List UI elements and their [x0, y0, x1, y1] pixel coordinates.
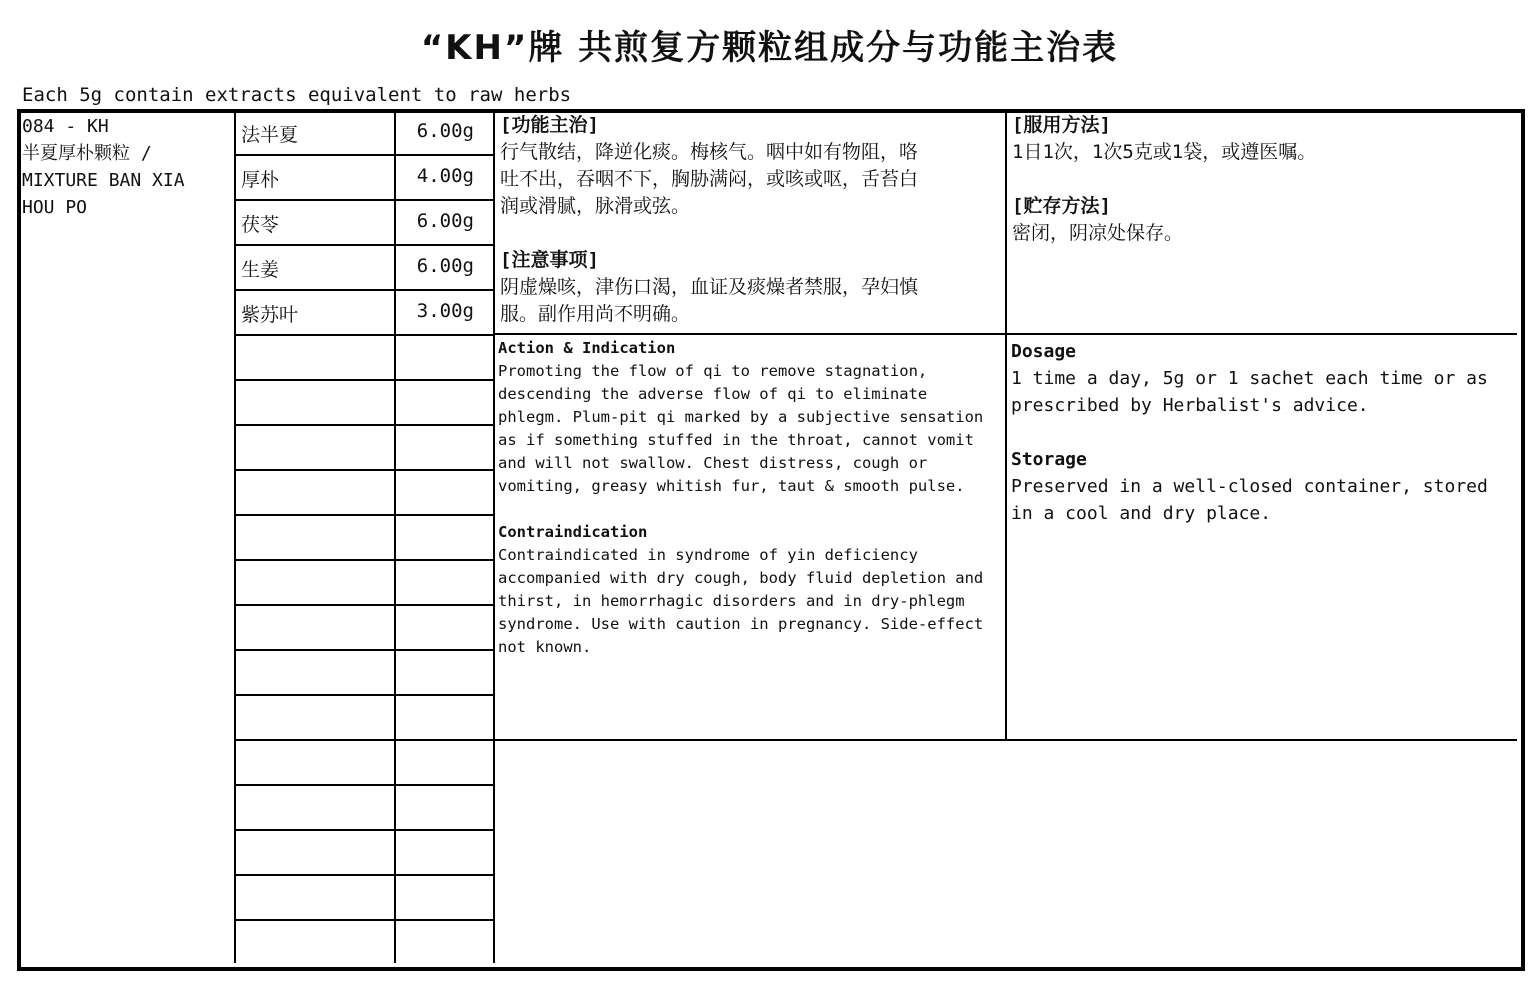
- en-indication-text: Promoting the flow of qi to remove stagnation,: [498, 362, 928, 380]
- ingredient-name: 紫苏叶: [241, 304, 299, 326]
- ingredient-name: 茯苓: [241, 214, 280, 236]
- en-indication-text: descending the adverse flow of qi to eliminate: [498, 385, 928, 403]
- ingredient-name: 厚朴: [241, 169, 280, 191]
- cn-storage-heading: [贮存方法]: [1012, 195, 1111, 217]
- ingredient-qty: 3.00g: [416, 300, 474, 322]
- product-id-block: [22, 113, 227, 221]
- ingredient-qty: 6.00g: [416, 255, 474, 277]
- en-dosage-text: prescribed by Herbalist's advice.: [1011, 395, 1369, 416]
- row-divider: [236, 469, 494, 471]
- row-divider: [236, 784, 494, 786]
- en-contra-text: not known.: [498, 638, 592, 656]
- divider: [234, 111, 236, 963]
- row-divider: [236, 379, 494, 381]
- ingredient-qty: 6.00g: [416, 210, 474, 232]
- cn-indication-text: 行气散结，降逆化痰。梅核气。咽中如有物阻，咯: [500, 141, 919, 163]
- en-contra-text: Contraindicated in syndrome of yin deficiency: [498, 546, 918, 564]
- en-storage-text: in a cool and dry place.: [1011, 503, 1272, 524]
- en-indication-text: and will not swallow. Chest distress, cough or: [498, 454, 928, 472]
- cn-caution-text: 阴虚燥咳，津伤口渴，血证及痰燥者禁服，孕妇慎: [500, 276, 919, 298]
- en-dosage-block: [1011, 338, 1513, 527]
- ingredient-name: 生姜: [241, 259, 280, 281]
- cn-indication-heading: [功能主治]: [500, 114, 599, 136]
- divider: [495, 739, 1517, 741]
- en-dosage-text: 1 time a day, 5g or 1 sachet each time or as: [1011, 368, 1488, 389]
- ingredient-qty: 6.00g: [416, 120, 474, 142]
- en-indication-text: phlegm. Plum-pit qi marked by a subjective sensation: [498, 408, 984, 426]
- en-contra-text: accompanied with dry cough, body fluid depletion and: [498, 569, 984, 587]
- page-subtitle: Each 5g contain extracts equivalent to raw herbs: [22, 84, 572, 106]
- row-divider: [236, 919, 494, 921]
- cn-dosage-heading: [服用方法]: [1012, 114, 1111, 136]
- row-divider: [236, 829, 494, 831]
- product-name-en: MIXTURE BAN XIA: [22, 170, 185, 191]
- row-divider: [236, 649, 494, 651]
- en-indication-text: as if something stuffed in the throat, cannot vomit: [498, 431, 974, 449]
- row-divider: [236, 154, 494, 156]
- ingredient-name: 法半夏: [241, 124, 299, 146]
- divider: [495, 333, 1517, 335]
- row-divider: [236, 289, 494, 291]
- row-divider: [236, 514, 494, 516]
- row-divider: [236, 559, 494, 561]
- product-code: 084 - KH: [22, 116, 109, 137]
- row-divider: [236, 334, 494, 336]
- product-name-en: HOU PO: [22, 197, 88, 218]
- en-indication-heading: Action & Indication: [498, 339, 676, 357]
- cn-indication-block: [500, 112, 1000, 328]
- page-title: “KH”牌 共煎复方颗粒组成分与功能主治表: [420, 28, 1119, 68]
- cn-dosage-text: 1日1次，1次5克或1袋，或遵医嘱。: [1012, 141, 1317, 163]
- en-indication-block: [498, 337, 1003, 659]
- cn-indication-text: 润或滑腻，脉滑或弦。: [500, 195, 691, 217]
- row-divider: [236, 739, 494, 741]
- product-name-cn: 半夏厚朴颗粒 /: [22, 143, 152, 164]
- en-contra-text: thirst, in hemorrhagic disorders and in dry-phlegm: [498, 592, 965, 610]
- en-indication-text: vomiting, greasy whitish fur, taut & smooth pulse.: [498, 477, 965, 495]
- row-divider: [236, 244, 494, 246]
- en-contra-text: syndrome. Use with caution in pregnancy. Side-effect: [498, 615, 984, 633]
- cn-caution-text: 服。副作用尚不明确。: [500, 303, 691, 325]
- cn-dosage-block: [1012, 112, 1512, 247]
- cn-storage-text: 密闭，阴凉处保存。: [1012, 222, 1184, 244]
- en-storage-heading: Storage: [1011, 449, 1087, 470]
- cn-caution-heading: [注意事项]: [500, 249, 599, 271]
- ingredient-qty: 4.00g: [416, 165, 474, 187]
- en-contra-heading: Contraindication: [498, 523, 648, 541]
- row-divider: [236, 874, 494, 876]
- en-storage-text: Preserved in a well-closed container, stored: [1011, 476, 1488, 497]
- cn-indication-text: 吐不出，吞咽不下，胸胁满闷，或咳或呕，舌苔白: [500, 168, 919, 190]
- row-divider: [236, 604, 494, 606]
- en-dosage-heading: Dosage: [1011, 341, 1077, 362]
- divider: [394, 111, 396, 963]
- divider: [493, 111, 495, 963]
- row-divider: [236, 694, 494, 696]
- divider: [1005, 111, 1007, 740]
- row-divider: [236, 424, 494, 426]
- row-divider: [236, 199, 494, 201]
